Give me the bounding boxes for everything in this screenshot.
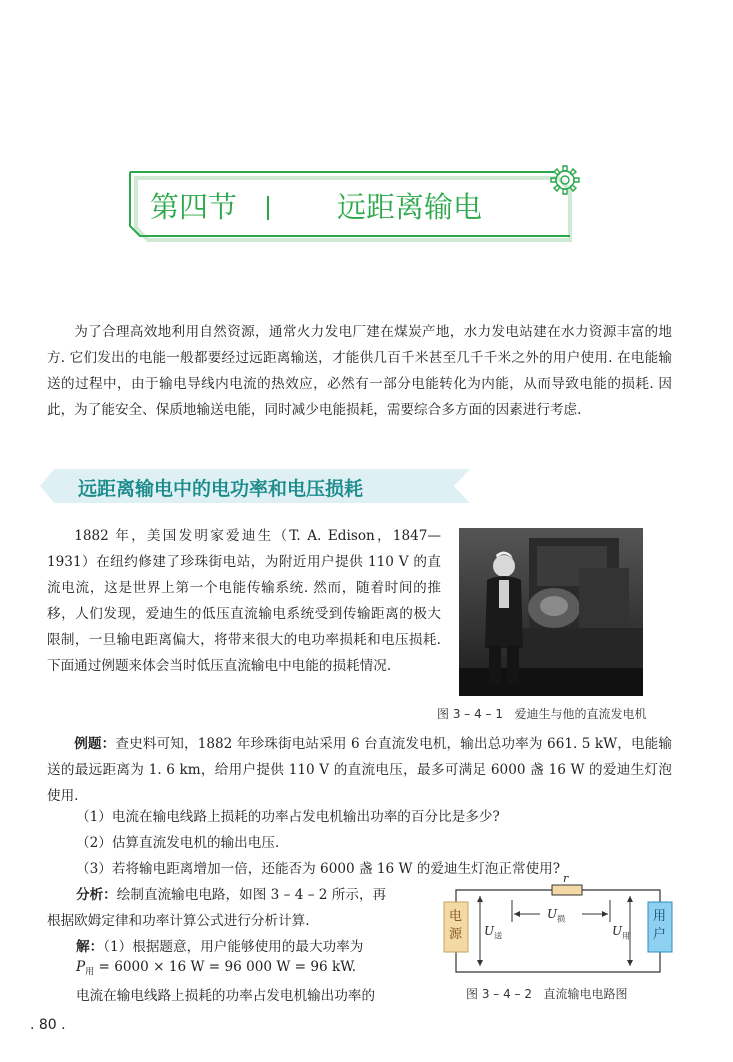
page-number: . 80 . [30,1017,66,1033]
analysis-label: 分析： [76,887,117,903]
intro-paragraph-block [47,319,672,423]
question-3: （3）若将输电距离增加一倍，还能否为 6000 盏 16 W 的爱迪生灯泡正常使用? [76,861,561,877]
u-user-label: $U_用$ [612,924,631,941]
intro-paragraph: 为了合理高效地利用自然资源，通常火力发电厂建在煤炭产地，水力发电站建在水力资源丰富的地方. 它们发出的电能一般都要经过远距离输送，才能供几百千米甚至几千千米之外的用户使用. 在电能输送的过程中，由于输电导线内电流的热效应，必然有一部分电能转化为内能，从而导致电能的损耗. 因此，为了能安全、保质地输送电能，同时减少电能损耗，需要综合多方面的因素进行考虑. [47,324,672,418]
circuit-diagram [440,872,678,982]
chapter-title: 远距离输电 [337,190,483,224]
history-paragraph: 1882 年，美国发明家爱迪生（T. A. Edison，1847—1931）在纽约修建了珍珠街电站，为附近用户提供 110 V 的直流电流，这是世界上第一个电能传输系统. 然而，随着时间的推移，人们发现，爱迪生的低压直流输电系统受到传输距离的极大限制，一旦输电距离偏大，将带来很大的电功率损耗和电压损耗. 下面通过例题来体会当时低压直流输电中电能的损耗情况. [47,528,441,674]
question-2: （2）估算直流发电机的输出电压. [76,835,280,851]
chapter-section-label: 第四节 [150,190,238,224]
figure1-title: 爱迪生与他的直流发电机 [514,707,647,721]
solution-power-line [76,959,356,978]
question-1: （1）电流在输电线路上损耗的功率占发电机输出功率的百分比是多少? [76,809,500,825]
edison-photo [459,528,643,696]
u-loss-label: $U_损$ [547,907,566,924]
analysis-line-2: 根据欧姆定律和功率计算公式进行分析计算. [47,913,310,929]
analysis-line-1 [76,883,386,903]
history-paragraph-block [47,523,441,679]
figure1-number: 图 3 – 4 – 1 [437,707,503,721]
power-subscript: 用 [85,967,95,978]
example-block [47,731,672,809]
resistor-label: r [563,872,569,885]
section-heading: 远距离输电中的电功率和电压损耗 [78,478,364,500]
figure2-caption [466,985,627,1002]
figure2-number: 图 3 – 4 – 2 [466,987,532,1001]
solution-line-3: 电流在输电线路上损耗的功率占发电机输出功率的 [76,988,376,1004]
power-expression: = 6000 × 16 W = 96 000 W = 96 kW. [94,959,357,975]
power-symbol: P [76,959,86,975]
solution-line-1 [76,935,363,955]
example-label: 例题： [74,736,116,752]
solution-label: 解： [76,939,104,955]
user-label: 用户 [653,909,667,942]
source-label: 电源 [449,909,463,942]
example-text: 查史料可知，1882 年珍珠街电站采用 6 台直流发电机，输出总功率为 661. 5 kW，电能输送的最远距离为 1. 6 km，给用户提供 110 V 的直流电压，最多可满足 6000 盏 16 W 的爱迪生灯泡使用. [47,736,673,804]
solution-text-1: （1）根据题意，用户能够使用的最大功率为 [103,939,364,955]
circuit-graphic [440,876,678,982]
analysis-text-1: 绘制直流输电电路，如图 3 – 4 – 2 所示，再 [116,887,387,903]
figure2-title: 直流输电电路图 [543,987,628,1001]
figure1-caption [437,705,646,722]
u-send-label: $U_送$ [484,924,503,941]
